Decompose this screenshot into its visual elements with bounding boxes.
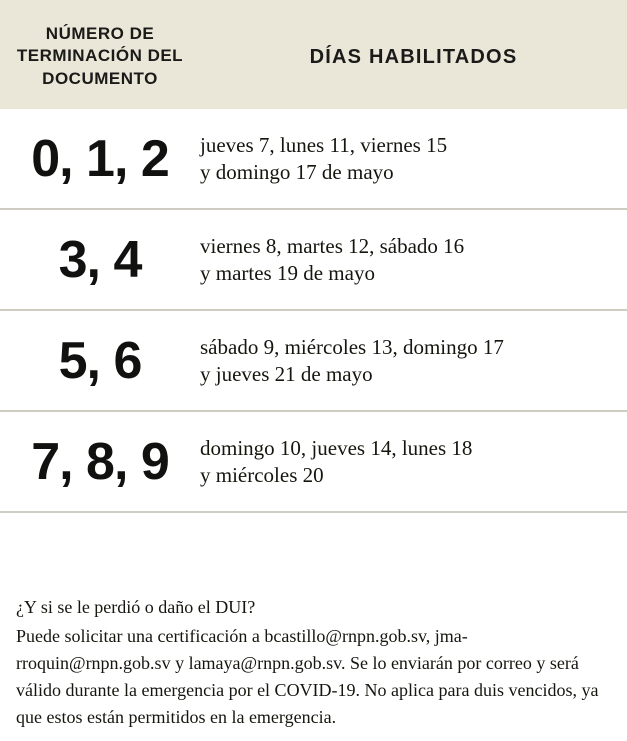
document-ending-digits: 0, 1, 2 — [31, 129, 169, 188]
allowed-days-text — [200, 334, 621, 388]
allowed-days-line-2: y martes 19 de mayo — [200, 260, 375, 285]
allowed-days-line-1: domingo 10, jueves 14, lunes 18 — [200, 435, 473, 460]
allowed-days-line-2: y domingo 17 de mayo — [200, 159, 394, 184]
table-row — [0, 109, 627, 210]
allowed-days-line-1: sábado 9, miércoles 13, domingo 17 — [200, 334, 504, 359]
header-cell-allowed-days — [200, 0, 627, 109]
header-cell-document-ending — [0, 0, 200, 109]
row-digits-cell — [0, 331, 200, 390]
table-row — [0, 210, 627, 311]
allowed-days-line-1: viernes 8, martes 12, sábado 16 — [200, 233, 465, 258]
allowed-days-text — [200, 233, 621, 287]
table-header — [0, 0, 627, 109]
allowed-days-line-1: jueves 7, lunes 11, viernes 15 — [200, 132, 448, 157]
row-digits-cell — [0, 432, 200, 491]
table-body — [0, 109, 627, 580]
document-ending-digits: 7, 8, 9 — [31, 432, 169, 491]
footer-note-body: Puede solicitar una certificación a bcastillo@rnpn.gob.sv, jma-rroquin@rnpn.gob.sv y lamaya@rnpn.gob.sv. Se lo enviarán por correo y será válido durante la emergencia por el COVID-19. No aplica para duis vencidos, ya que estos están permitidos en la emergencia. — [16, 626, 599, 727]
allowed-days-text — [200, 132, 621, 186]
allowed-days-line-2: y jueves 21 de mayo — [200, 361, 373, 386]
document-ending-digits: 3, 4 — [58, 230, 142, 289]
header-title-document-ending: NÚMERO DE TERMINACIÓN DEL DOCUMENTO — [16, 24, 184, 88]
row-days-cell — [200, 233, 627, 287]
footer-note — [0, 580, 627, 741]
row-days-cell — [200, 334, 627, 388]
row-days-cell — [200, 132, 627, 186]
allowed-days-line-2: y miércoles 20 — [200, 462, 324, 487]
table-row — [0, 412, 627, 513]
row-digits-cell — [0, 129, 200, 188]
document-ending-digits: 5, 6 — [58, 331, 142, 390]
footer-note-question: ¿Y si se le perdió o daño el DUI? — [16, 597, 256, 617]
allowed-days-text — [200, 435, 621, 489]
row-days-cell — [200, 435, 627, 489]
row-digits-cell — [0, 230, 200, 289]
table-row — [0, 311, 627, 412]
header-title-allowed-days: DÍAS HABILITADOS — [309, 45, 518, 68]
